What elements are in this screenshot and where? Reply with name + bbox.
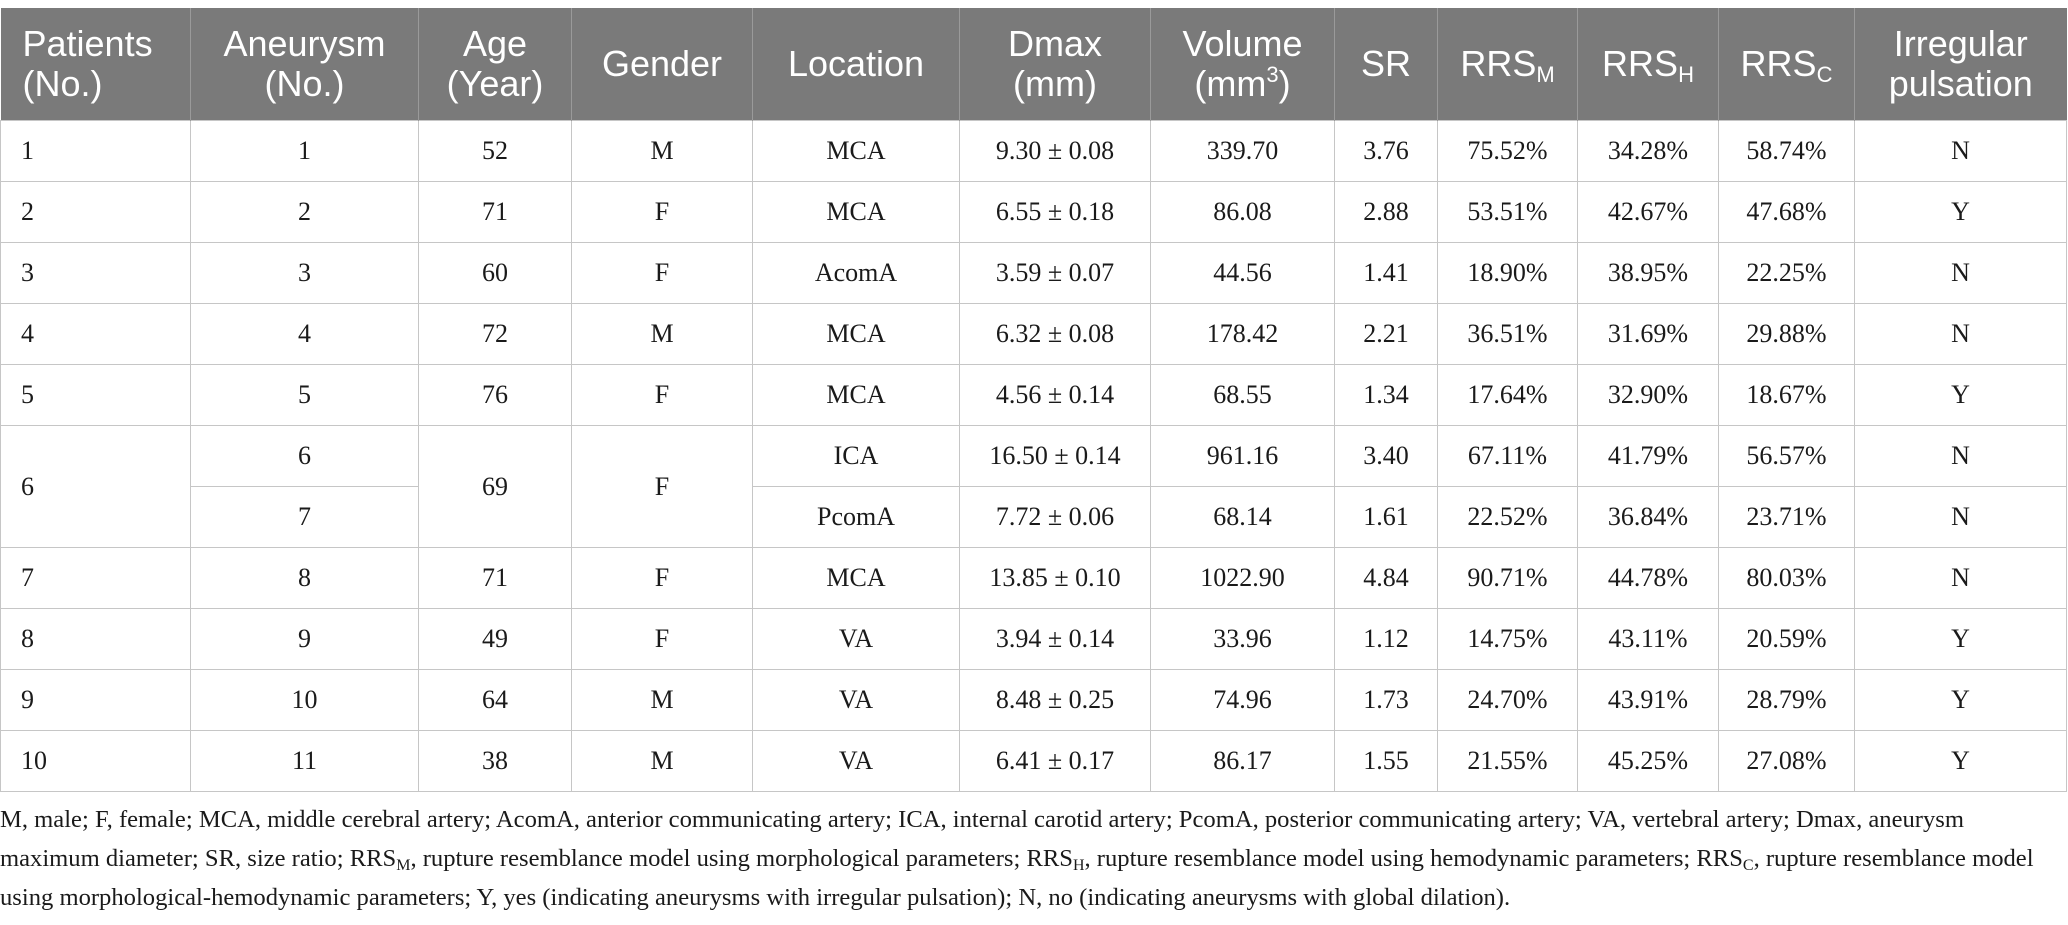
cell-rrs-m: 22.52%	[1438, 487, 1578, 548]
cell-patient: 6	[1, 426, 191, 548]
cell-sr: 4.84	[1335, 548, 1438, 609]
cell-rrs-h: 44.78%	[1578, 548, 1719, 609]
cell-location: ICA	[753, 426, 960, 487]
cell-rrs-h: 45.25%	[1578, 731, 1719, 792]
cell-gender: M	[572, 304, 753, 365]
header-rrs-m	[1438, 8, 1578, 121]
cell-aneurysm: 2	[191, 182, 419, 243]
cell-patient: 7	[1, 548, 191, 609]
cell-sr: 2.88	[1335, 182, 1438, 243]
header-rrs-m-base: RRS	[1460, 43, 1537, 84]
cell-volume: 68.55	[1151, 365, 1335, 426]
cell-irregular: Y	[1855, 731, 2067, 792]
cell-aneurysm: 4	[191, 304, 419, 365]
cell-dmax: 4.56 ± 0.14	[960, 365, 1151, 426]
header-volume	[1151, 8, 1335, 121]
footnote-sub-c: C	[1742, 857, 1754, 874]
cell-rrs-h: 38.95%	[1578, 243, 1719, 304]
header-volume-text: Volume (mm	[1182, 23, 1303, 104]
footnote-part3: , rupture resemblance model using hemodynamic parameters; RRS	[1084, 845, 1743, 872]
cell-rrs-c: 28.79%	[1719, 670, 1855, 731]
cell-aneurysm: 11	[191, 731, 419, 792]
table-row	[1, 487, 2067, 548]
cell-rrs-h: 34.28%	[1578, 121, 1719, 182]
cell-aneurysm: 1	[191, 121, 419, 182]
cell-rrs-h: 41.79%	[1578, 426, 1719, 487]
table-row	[1, 243, 2067, 304]
table-row	[1, 304, 2067, 365]
cell-rrs-c: 18.67%	[1719, 365, 1855, 426]
cell-rrs-c: 22.25%	[1719, 243, 1855, 304]
cell-volume: 339.70	[1151, 121, 1335, 182]
table-row	[1, 670, 2067, 731]
header-volume-sup: 3	[1266, 62, 1279, 87]
footnote-sub-m: M	[396, 857, 411, 874]
cell-dmax: 3.94 ± 0.14	[960, 609, 1151, 670]
header-dmax: Dmax (mm)	[960, 8, 1151, 121]
cell-dmax: 8.48 ± 0.25	[960, 670, 1151, 731]
cell-age: 52	[419, 121, 572, 182]
cell-aneurysm: 6	[191, 426, 419, 487]
cell-rrs-m: 24.70%	[1438, 670, 1578, 731]
header-rrs-h-base: RRS	[1602, 43, 1679, 84]
cell-sr: 1.61	[1335, 487, 1438, 548]
cell-gender: F	[572, 365, 753, 426]
cell-aneurysm: 5	[191, 365, 419, 426]
cell-sr: 1.73	[1335, 670, 1438, 731]
cell-rrs-m: 75.52%	[1438, 121, 1578, 182]
cell-age: 69	[419, 426, 572, 548]
cell-patient: 5	[1, 365, 191, 426]
cell-rrs-c: 80.03%	[1719, 548, 1855, 609]
cell-gender: M	[572, 670, 753, 731]
header-age: Age (Year)	[419, 8, 572, 121]
cell-patient: 2	[1, 182, 191, 243]
header-rrs-c-base: RRS	[1740, 43, 1817, 84]
header-patients: Patients (No.)	[1, 8, 191, 121]
cell-patient: 3	[1, 243, 191, 304]
cell-patient: 9	[1, 670, 191, 731]
cell-sr: 3.40	[1335, 426, 1438, 487]
cell-rrs-h: 43.91%	[1578, 670, 1719, 731]
cell-dmax: 3.59 ± 0.07	[960, 243, 1151, 304]
cell-age: 71	[419, 548, 572, 609]
cell-location: MCA	[753, 548, 960, 609]
cell-gender: F	[572, 426, 753, 548]
header-gender: Gender	[572, 8, 753, 121]
cell-location: AcomA	[753, 243, 960, 304]
cell-volume: 86.08	[1151, 182, 1335, 243]
cell-age: 49	[419, 609, 572, 670]
cell-volume: 1022.90	[1151, 548, 1335, 609]
cell-dmax: 6.55 ± 0.18	[960, 182, 1151, 243]
footnote-sub-h: H	[1072, 857, 1085, 874]
cell-volume: 44.56	[1151, 243, 1335, 304]
cell-aneurysm: 3	[191, 243, 419, 304]
header-location: Location	[753, 8, 960, 121]
cell-irregular: N	[1855, 304, 2067, 365]
header-row	[1, 8, 2067, 121]
table-row	[1, 365, 2067, 426]
cell-rrs-h: 42.67%	[1578, 182, 1719, 243]
cell-gender: F	[572, 548, 753, 609]
cell-rrs-m: 17.64%	[1438, 365, 1578, 426]
cell-gender: F	[572, 243, 753, 304]
cell-irregular: N	[1855, 121, 2067, 182]
cell-age: 72	[419, 304, 572, 365]
cell-gender: F	[572, 609, 753, 670]
cell-gender: M	[572, 731, 753, 792]
table-row	[1, 609, 2067, 670]
table-row	[1, 182, 2067, 243]
header-sr: SR	[1335, 8, 1438, 121]
cell-rrs-c: 20.59%	[1719, 609, 1855, 670]
cell-dmax: 16.50 ± 0.14	[960, 426, 1151, 487]
cell-sr: 2.21	[1335, 304, 1438, 365]
table-row	[1, 731, 2067, 792]
cell-rrs-m: 18.90%	[1438, 243, 1578, 304]
cell-rrs-m: 53.51%	[1438, 182, 1578, 243]
cell-rrs-m: 90.71%	[1438, 548, 1578, 609]
cell-rrs-m: 36.51%	[1438, 304, 1578, 365]
cell-volume: 961.16	[1151, 426, 1335, 487]
cell-rrs-m: 21.55%	[1438, 731, 1578, 792]
cell-gender: M	[572, 121, 753, 182]
cell-location: MCA	[753, 182, 960, 243]
cell-sr: 1.12	[1335, 609, 1438, 670]
table-footnote	[0, 800, 2060, 917]
cell-gender: F	[572, 182, 753, 243]
cell-rrs-c: 23.71%	[1719, 487, 1855, 548]
cell-rrs-c: 27.08%	[1719, 731, 1855, 792]
cell-irregular: Y	[1855, 609, 2067, 670]
footnote-part4: , rupture resemblance model using morphological-hemodynamic parameters; Y, yes (indicating aneurysms with irregular pulsation); N, no (indicating aneurysms with global dilation).	[0, 845, 2034, 911]
header-rrs-m-sub: M	[1536, 62, 1555, 87]
cell-dmax: 6.32 ± 0.08	[960, 304, 1151, 365]
cell-rrs-c: 29.88%	[1719, 304, 1855, 365]
cell-age: 60	[419, 243, 572, 304]
header-rrs-h	[1578, 8, 1719, 121]
cell-irregular: N	[1855, 487, 2067, 548]
cell-age: 64	[419, 670, 572, 731]
cell-rrs-h: 31.69%	[1578, 304, 1719, 365]
cell-location: VA	[753, 670, 960, 731]
cell-location: MCA	[753, 304, 960, 365]
cell-aneurysm: 7	[191, 487, 419, 548]
cell-aneurysm: 10	[191, 670, 419, 731]
footnote-part2: , rupture resemblance model using morphological parameters; RRS	[410, 845, 1073, 872]
cell-patient: 8	[1, 609, 191, 670]
cell-sr: 1.55	[1335, 731, 1438, 792]
cell-location: MCA	[753, 365, 960, 426]
cell-irregular: Y	[1855, 670, 2067, 731]
cell-rrs-m: 67.11%	[1438, 426, 1578, 487]
cell-rrs-c: 58.74%	[1719, 121, 1855, 182]
cell-location: PcomA	[753, 487, 960, 548]
cell-location: MCA	[753, 121, 960, 182]
cell-irregular: Y	[1855, 365, 2067, 426]
aneurysm-table	[0, 8, 2067, 792]
cell-rrs-h: 32.90%	[1578, 365, 1719, 426]
cell-rrs-h: 36.84%	[1578, 487, 1719, 548]
header-rrs-c	[1719, 8, 1855, 121]
cell-age: 71	[419, 182, 572, 243]
cell-volume: 178.42	[1151, 304, 1335, 365]
header-rrs-c-sub: C	[1816, 62, 1833, 87]
cell-irregular: N	[1855, 426, 2067, 487]
cell-dmax: 6.41 ± 0.17	[960, 731, 1151, 792]
cell-sr: 1.34	[1335, 365, 1438, 426]
header-rrs-h-sub: H	[1678, 62, 1694, 87]
cell-location: VA	[753, 609, 960, 670]
cell-rrs-c: 47.68%	[1719, 182, 1855, 243]
header-aneurysm: Aneurysm (No.)	[191, 8, 419, 121]
cell-rrs-m: 14.75%	[1438, 609, 1578, 670]
header-volume-close: )	[1278, 63, 1291, 104]
cell-patient: 1	[1, 121, 191, 182]
cell-patient: 4	[1, 304, 191, 365]
cell-location: VA	[753, 731, 960, 792]
cell-rrs-h: 43.11%	[1578, 609, 1719, 670]
cell-irregular: N	[1855, 548, 2067, 609]
cell-irregular: N	[1855, 243, 2067, 304]
cell-sr: 1.41	[1335, 243, 1438, 304]
table-row	[1, 548, 2067, 609]
cell-volume: 86.17	[1151, 731, 1335, 792]
cell-rrs-c: 56.57%	[1719, 426, 1855, 487]
cell-irregular: Y	[1855, 182, 2067, 243]
cell-dmax: 7.72 ± 0.06	[960, 487, 1151, 548]
table-row	[1, 426, 2067, 487]
cell-dmax: 9.30 ± 0.08	[960, 121, 1151, 182]
cell-dmax: 13.85 ± 0.10	[960, 548, 1151, 609]
cell-patient: 10	[1, 731, 191, 792]
cell-volume: 33.96	[1151, 609, 1335, 670]
header-irregular: Irregular pulsation	[1855, 8, 2067, 121]
cell-age: 76	[419, 365, 572, 426]
cell-age: 38	[419, 731, 572, 792]
cell-volume: 74.96	[1151, 670, 1335, 731]
cell-volume: 68.14	[1151, 487, 1335, 548]
footnote-part1: M, male; F, female; MCA, middle cerebral artery; AcomA, anterior communicating artery; ICA, internal carotid artery; PcomA, posterior communicating artery; VA, vertebral artery; Dmax, aneurysm maximum diameter; SR, size ratio; RRS	[0, 806, 1964, 872]
table-row	[1, 121, 2067, 182]
cell-aneurysm: 8	[191, 548, 419, 609]
cell-sr: 3.76	[1335, 121, 1438, 182]
cell-aneurysm: 9	[191, 609, 419, 670]
